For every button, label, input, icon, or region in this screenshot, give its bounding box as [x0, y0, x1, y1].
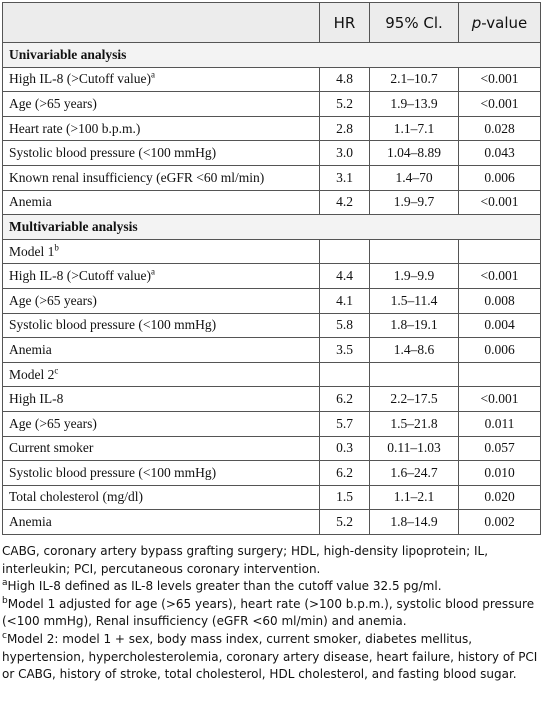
row-ci: 1.8–19.1: [370, 313, 459, 338]
row-p: 0.020: [459, 485, 541, 510]
row-label: Age (>65 years): [3, 92, 320, 117]
row-label: Systolic blood pressure (<100 mmHg): [3, 141, 320, 166]
row-label: Current smoker: [3, 436, 320, 461]
row-hr: 3.1: [320, 165, 370, 190]
row-ci: 1.4–8.6: [370, 338, 459, 363]
row-hr: 6.2: [320, 387, 370, 412]
section-title-multivariable: Multivariable analysis: [3, 215, 541, 240]
row-label: Age (>65 years): [3, 411, 320, 436]
table-row: [3, 510, 541, 535]
row-p: <0.001: [459, 67, 541, 92]
row-ci: 1.1–2.1: [370, 485, 459, 510]
row-p: 0.004: [459, 313, 541, 338]
hazard-ratio-table: [2, 2, 541, 535]
model-row: [3, 239, 541, 264]
row-hr: 4.2: [320, 190, 370, 215]
row-hr: 5.7: [320, 411, 370, 436]
header-hr: HR: [320, 3, 370, 43]
row-p: 0.043: [459, 141, 541, 166]
footnote-b: $^b$Model 1 adjusted for age (>65 years), heart rate (>100 b.p.m.), systolic blood pressure (<100 mmHg), Renal insufficiency (eGFR <60 ml/min) and anemia.: [2, 595, 535, 629]
table-row: [3, 461, 541, 486]
row-p: 0.006: [459, 338, 541, 363]
row-label: Known renal insufficiency (eGFR <60 ml/min): [3, 165, 320, 190]
model2-label: Model 2$^c$: [3, 362, 320, 387]
row-ci: 1.9–9.9: [370, 264, 459, 289]
table-row: [3, 288, 541, 313]
header-label-cell: [3, 3, 320, 43]
row-ci: 1.5–21.8: [370, 411, 459, 436]
hazard-ratio-table-container: [2, 2, 540, 535]
row-ci: 1.9–9.7: [370, 190, 459, 215]
row-ci: 2.1–10.7: [370, 67, 459, 92]
row-label: Systolic blood pressure (<100 mmHg): [3, 313, 320, 338]
row-hr: 5.2: [320, 92, 370, 117]
row-ci: 1.6–24.7: [370, 461, 459, 486]
row-label: Total cholesterol (mg/dl): [3, 485, 320, 510]
header-p-suffix: -value: [481, 13, 528, 32]
row-ci: 1.04–8.89: [370, 141, 459, 166]
row-ci: 1.9–13.9: [370, 92, 459, 117]
table-row: [3, 116, 541, 141]
row-hr: 5.2: [320, 510, 370, 535]
row-ci: 0.11–1.03: [370, 436, 459, 461]
footnote-c: $^c$Model 2: model 1 + sex, body mass index, current smoker, diabetes mellitus, hypertension, hypercholesterolemia, coronary artery disease, heart failure, history of PCI or CABG, history of stroke, total cholesterol, HDL cholesterol, and fasting blood sugar.: [2, 630, 538, 682]
footnote-abbreviations: CABG, coronary artery bypass grafting surgery; HDL, high-density lipoprotein; IL, interleukin; PCI, percutaneous coronary intervention.: [2, 544, 489, 576]
row-label: High IL-8: [3, 387, 320, 412]
row-ci: 1.5–11.4: [370, 288, 459, 313]
table-row: [3, 485, 541, 510]
row-label: High IL-8 (>Cutoff value)$^a$: [3, 264, 320, 289]
row-p: <0.001: [459, 92, 541, 117]
table-row: [3, 92, 541, 117]
row-hr: 5.8: [320, 313, 370, 338]
row-ci: 1.4–70: [370, 165, 459, 190]
row-label: Anemia: [3, 338, 320, 363]
row-label: Heart rate (>100 b.p.m.): [3, 116, 320, 141]
row-p: 0.010: [459, 461, 541, 486]
header-p-italic: p: [471, 13, 482, 32]
row-p: 0.002: [459, 510, 541, 535]
row-hr: 4.4: [320, 264, 370, 289]
table-row: [3, 165, 541, 190]
row-label: Anemia: [3, 190, 320, 215]
model1-label: Model 1$^b$: [3, 239, 320, 264]
table-row: [3, 141, 541, 166]
row-p: <0.001: [459, 387, 541, 412]
row-p: 0.006: [459, 165, 541, 190]
section-row-multivariable: [3, 215, 541, 240]
table-row: [3, 67, 541, 92]
row-p: 0.028: [459, 116, 541, 141]
row-p: 0.057: [459, 436, 541, 461]
row-p: 0.011: [459, 411, 541, 436]
row-p: <0.001: [459, 264, 541, 289]
table-header-row: [3, 3, 541, 43]
row-hr: 0.3: [320, 436, 370, 461]
row-p: <0.001: [459, 190, 541, 215]
row-label: Anemia: [3, 510, 320, 535]
row-label: Age (>65 years): [3, 288, 320, 313]
section-title-univariable: Univariable analysis: [3, 43, 541, 68]
row-hr: 3.0: [320, 141, 370, 166]
table-row: [3, 190, 541, 215]
row-ci: 1.1–7.1: [370, 116, 459, 141]
header-ci: 95% Cl.: [370, 3, 459, 43]
row-label: High IL-8 (>Cutoff value)$^a$: [3, 67, 320, 92]
row-label: Systolic blood pressure (<100 mmHg): [3, 461, 320, 486]
table-row: [3, 264, 541, 289]
header-p-value: [459, 3, 541, 43]
row-hr: 6.2: [320, 461, 370, 486]
table-body: [3, 43, 541, 535]
row-hr: 3.5: [320, 338, 370, 363]
table-row: [3, 387, 541, 412]
row-hr: 1.5: [320, 485, 370, 510]
table-row: [3, 411, 541, 436]
row-ci: 1.8–14.9: [370, 510, 459, 535]
model-row: [3, 362, 541, 387]
row-ci: 2.2–17.5: [370, 387, 459, 412]
row-hr: 2.8: [320, 116, 370, 141]
table-row: [3, 436, 541, 461]
footnote-a: $^a$High IL-8 defined as IL-8 levels greater than the cutoff value 32.5 pg/ml.: [2, 578, 442, 594]
row-p: 0.008: [459, 288, 541, 313]
row-hr: 4.1: [320, 288, 370, 313]
table-row: [3, 313, 541, 338]
table-footnotes: [2, 543, 540, 684]
table-row: [3, 338, 541, 363]
row-hr: 4.8: [320, 67, 370, 92]
section-row-univariable: [3, 43, 541, 68]
